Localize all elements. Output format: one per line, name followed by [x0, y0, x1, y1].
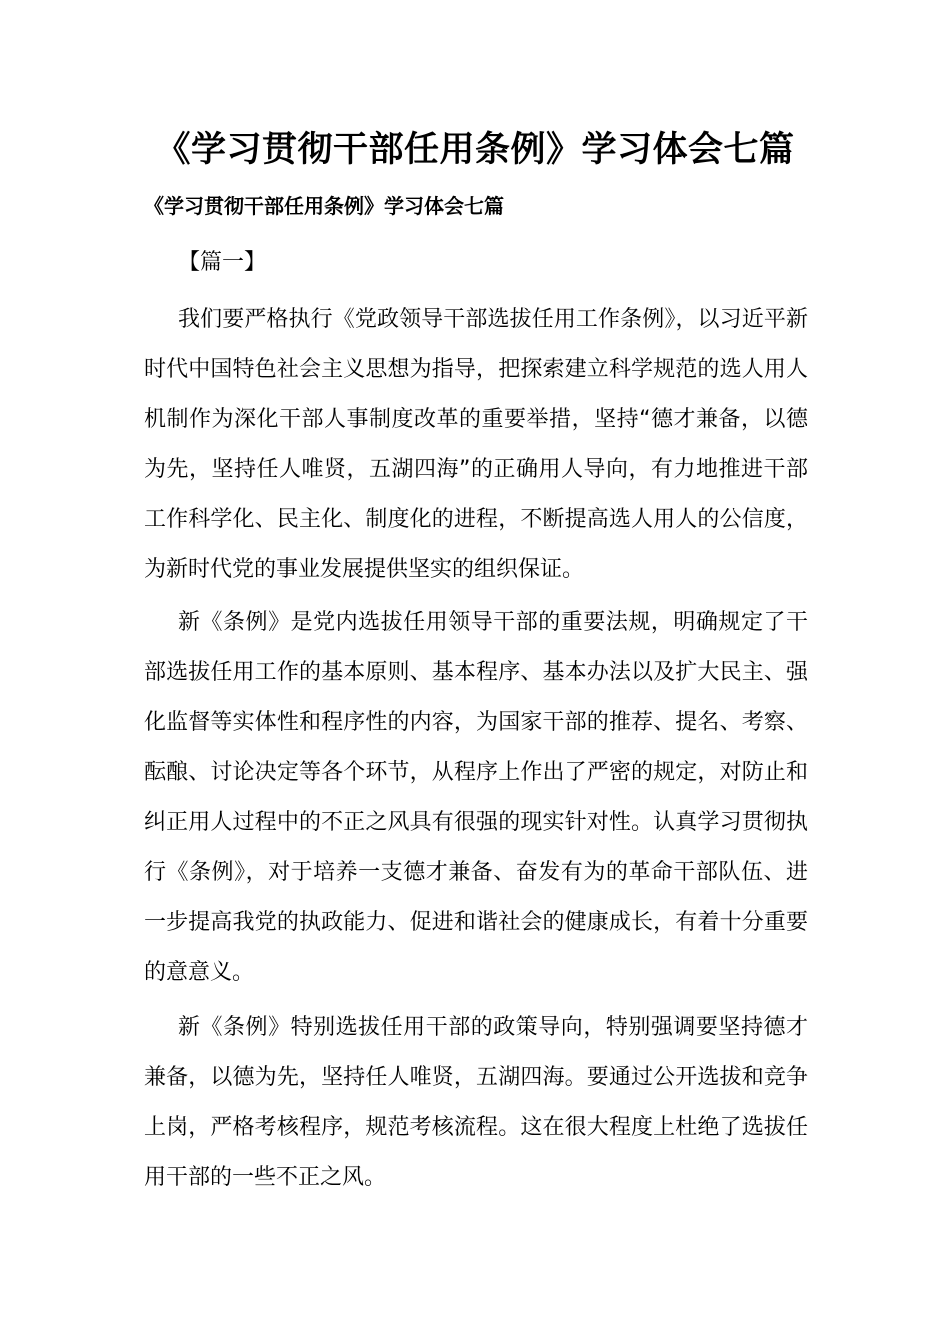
body-paragraph: 我们要严格执行《党政领导干部选拔任用工作条例》，以习近平新时代中国特色社会主义思想为指导，把探索建立科学规范的选人用人机制作为深化干部人事制度改革的重要举措，坚持“德才兼备，以德为先，坚持任人唯贤，五湖四海”的正确用人导向，有力地推进干部工作科学化、民主化、制度化的进程，不断提高选人用人的公信度，为新时代党的事业发展提供坚实的组织保证。 [144, 307, 808, 582]
document-title: 《学习贯彻干部任用条例》学习体会七篇 [155, 130, 795, 170]
section-label: 【篇一】 [178, 250, 267, 275]
body-paragraph: 新《条例》是党内选拔任用领导干部的重要法规，明确规定了干部选拔任用工作的基本原则、基本程序、基本办法以及扩大民主、强化监督等实体性和程序性的内容，为国家干部的推荐、提名、考察、酝酿、讨论决定等各个环节，从程序上作出了严密的规定，对防止和纠正用人过程中的不正之风具有很强的现实针对性。认真学习贯彻执行《条例》，对于培养一支德才兼备、奋发有为的革命干部队伍、进一步提高我党的执政能力、促进和谐社会的健康成长，有着十分重要的意意义。 [144, 610, 808, 985]
document-subtitle: 《学习贯彻干部任用条例》学习体会七篇 [144, 194, 504, 218]
body-paragraph: 新《条例》特别选拔任用干部的政策导向，特别强调要坚持德才兼备，以德为先，坚持任人唯贤，五湖四海。要通过公开选拔和竞争上岗，严格考核程序，规范考核流程。这在很大程度上杜绝了选拔任用干部的一些不正之风。 [144, 1015, 808, 1190]
